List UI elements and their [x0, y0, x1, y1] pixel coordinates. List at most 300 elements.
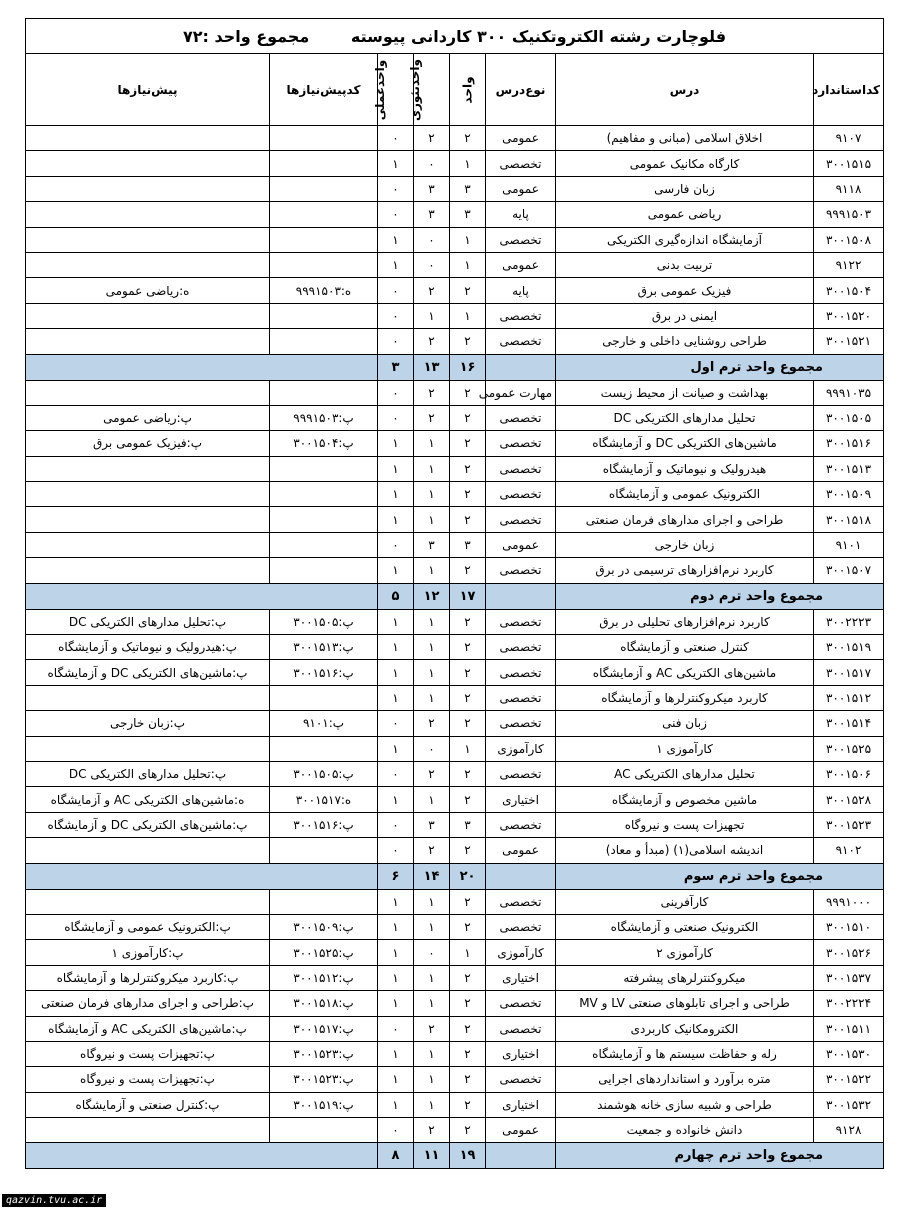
- term-summary-practical: ۸: [378, 1143, 414, 1169]
- code-cell: ۳۰۰۱۵۱۰: [814, 914, 884, 939]
- theory-cell: ۱: [414, 456, 450, 481]
- type-cell: تخصصی: [486, 482, 556, 507]
- practical-cell: ۰: [378, 761, 414, 786]
- units-cell: ۲: [450, 965, 486, 990]
- header-type: نوع‌درس: [486, 54, 556, 126]
- practical-cell: ۰: [378, 812, 414, 837]
- course-cell: زبان خارجی: [556, 532, 814, 557]
- prereq-cell: [26, 736, 270, 761]
- course-cell: تحلیل مدارهای الکتریکی DC: [556, 405, 814, 430]
- table-row: [26, 202, 884, 227]
- table-row: [26, 303, 884, 328]
- code-cell: ۹۱۰۲: [814, 838, 884, 863]
- prereq-cell: [26, 252, 270, 277]
- theory-cell: ۱: [414, 482, 450, 507]
- units-cell: ۲: [450, 329, 486, 354]
- units-cell: ۲: [450, 482, 486, 507]
- units-cell: ۳: [450, 176, 486, 201]
- term-summary-theory: ۱۳: [414, 354, 450, 380]
- prereq-cell: [26, 456, 270, 481]
- practical-cell: ۱: [378, 889, 414, 914]
- prereq-cell: پ:تحلیل مدارهای الکتریکی DC: [26, 609, 270, 634]
- prereq-code-cell: پ:۳۰۰۱۵۰۹: [270, 914, 378, 939]
- code-cell: ۹۹۹۱۰۳۵: [814, 380, 884, 405]
- term-summary-units: ۱۶: [450, 354, 486, 380]
- theory-cell: ۱: [414, 914, 450, 939]
- theory-cell: ۲: [414, 761, 450, 786]
- table-row: [26, 711, 884, 736]
- table-row: [26, 126, 884, 151]
- prereq-cell: پ:زبان خارجی: [26, 711, 270, 736]
- theory-cell: ۱: [414, 787, 450, 812]
- practical-cell: ۰: [378, 202, 414, 227]
- theory-cell: ۱: [414, 635, 450, 660]
- code-cell: ۳۰۰۱۵۲۸: [814, 787, 884, 812]
- prereq-cell: [26, 482, 270, 507]
- practical-cell: ۰: [378, 380, 414, 405]
- table-row: [26, 456, 884, 481]
- units-cell: ۱: [450, 303, 486, 328]
- theory-cell: ۱: [414, 660, 450, 685]
- prereq-cell: پ:الکترونیک عمومی و آزمایشگاه: [26, 914, 270, 939]
- course-cell: طراحی و اجرای تابلوهای صنعتی LV و MV: [556, 991, 814, 1016]
- practical-cell: ۱: [378, 558, 414, 583]
- practical-cell: ۱: [378, 1092, 414, 1117]
- code-cell: ۹۱۲۸: [814, 1118, 884, 1143]
- prereq-cell: [26, 380, 270, 405]
- type-cell: عمومی: [486, 1118, 556, 1143]
- type-cell: تخصصی: [486, 991, 556, 1016]
- table-row: [26, 889, 884, 914]
- prereq-cell: [26, 126, 270, 151]
- table-row: [26, 1016, 884, 1041]
- units-cell: ۲: [450, 711, 486, 736]
- practical-cell: ۱: [378, 991, 414, 1016]
- prereq-code-cell: پ:۳۰۰۱۵۲۵: [270, 940, 378, 965]
- course-cell: تربیت بدنی: [556, 252, 814, 277]
- table-row: [26, 151, 884, 176]
- theory-cell: ۱: [414, 1092, 450, 1117]
- type-cell: تخصصی: [486, 507, 556, 532]
- code-cell: ۳۰۰۱۵۰۶: [814, 761, 884, 786]
- flowchart-sheet: [25, 18, 883, 1169]
- summary-empty-cell: [26, 583, 378, 609]
- table-row: [26, 914, 884, 939]
- units-cell: ۲: [450, 1041, 486, 1066]
- prereq-cell: [26, 685, 270, 710]
- table-row: [26, 812, 884, 837]
- theory-cell: ۱: [414, 558, 450, 583]
- course-cell: الکترومکانیک کاربردی: [556, 1016, 814, 1041]
- course-cell: کاربرد میکروکنترلرها و آزمایشگاه: [556, 685, 814, 710]
- code-cell: ۳۰۰۱۵۱۲: [814, 685, 884, 710]
- type-cell: تخصصی: [486, 151, 556, 176]
- theory-cell: ۲: [414, 1118, 450, 1143]
- prereq-code-cell: [270, 482, 378, 507]
- type-cell: تخصصی: [486, 889, 556, 914]
- theory-cell: ۱: [414, 507, 450, 532]
- prereq-code-cell: [270, 176, 378, 201]
- practical-cell: ۰: [378, 126, 414, 151]
- summary-empty-cell: [486, 863, 556, 889]
- course-cell: اخلاق اسلامی (مبانی و مفاهیم): [556, 126, 814, 151]
- type-cell: عمومی: [486, 176, 556, 201]
- theory-cell: ۲: [414, 1016, 450, 1041]
- code-cell: ۳۰۰۱۵۱۴: [814, 711, 884, 736]
- table-row: [26, 991, 884, 1016]
- prereq-code-cell: پ:۳۰۰۱۵۲۳: [270, 1041, 378, 1066]
- prereq-code-cell: [270, 532, 378, 557]
- theory-cell: ۱: [414, 889, 450, 914]
- code-cell: ۳۰۰۱۵۲۳: [814, 812, 884, 837]
- type-cell: تخصصی: [486, 456, 556, 481]
- prereq-cell: پ:تحلیل مدارهای الکتریکی DC: [26, 761, 270, 786]
- practical-cell: ۱: [378, 685, 414, 710]
- course-cell: کارگاه مکانیک عمومی: [556, 151, 814, 176]
- type-cell: کارآموزی: [486, 736, 556, 761]
- units-cell: ۲: [450, 278, 486, 303]
- prereq-cell: [26, 838, 270, 863]
- theory-cell: ۰: [414, 151, 450, 176]
- units-cell: ۱: [450, 151, 486, 176]
- type-cell: تخصصی: [486, 329, 556, 354]
- theory-cell: ۲: [414, 405, 450, 430]
- table-row: [26, 252, 884, 277]
- course-cell: کاربرد نرم‌افزارهای تحلیلی در برق: [556, 609, 814, 634]
- table-row: [26, 431, 884, 456]
- header-theory-label: واحدتئوری: [408, 58, 422, 121]
- theory-cell: ۲: [414, 126, 450, 151]
- units-cell: ۲: [450, 609, 486, 634]
- units-cell: ۳: [450, 532, 486, 557]
- practical-cell: ۰: [378, 176, 414, 201]
- units-cell: ۱: [450, 736, 486, 761]
- term-summary-label: مجموع واحد ترم چهارم: [556, 1143, 884, 1169]
- type-cell: مهارت عمومی: [486, 380, 556, 405]
- term-summary-label: مجموع واحد ترم سوم: [556, 863, 884, 889]
- prereq-code-cell: [270, 685, 378, 710]
- course-cell: آزمایشگاه اندازه‌گیری الکتریکی: [556, 227, 814, 252]
- table-row: [26, 736, 884, 761]
- course-cell: تجهیزات پست و نیروگاه: [556, 812, 814, 837]
- units-cell: ۲: [450, 456, 486, 481]
- type-cell: تخصصی: [486, 227, 556, 252]
- practical-cell: ۱: [378, 914, 414, 939]
- prereq-code-cell: پ:۹۹۹۱۵۰۳: [270, 405, 378, 430]
- prereq-code-cell: پ:۳۰۰۱۵۰۴: [270, 431, 378, 456]
- type-cell: تخصصی: [486, 431, 556, 456]
- practical-cell: ۱: [378, 507, 414, 532]
- prereq-cell: [26, 507, 270, 532]
- type-cell: عمومی: [486, 838, 556, 863]
- course-cell: ماشین‌های الکتریکی DC و آزمایشگاه: [556, 431, 814, 456]
- practical-cell: ۰: [378, 1016, 414, 1041]
- prereq-code-cell: ه:۹۹۹۱۵۰۳: [270, 278, 378, 303]
- table-row: [26, 482, 884, 507]
- units-cell: ۲: [450, 558, 486, 583]
- units-cell: ۲: [450, 405, 486, 430]
- type-cell: کارآموزی: [486, 940, 556, 965]
- type-cell: پایه: [486, 202, 556, 227]
- total-units: مجموع واحد :۷۲: [182, 26, 310, 46]
- code-cell: ۹۹۹۱۰۰۰: [814, 889, 884, 914]
- code-cell: ۳۰۰۲۲۲۴: [814, 991, 884, 1016]
- practical-cell: ۱: [378, 227, 414, 252]
- type-cell: تخصصی: [486, 914, 556, 939]
- course-cell: ایمنی در برق: [556, 303, 814, 328]
- prereq-code-cell: [270, 889, 378, 914]
- type-cell: تخصصی: [486, 405, 556, 430]
- theory-cell: ۲: [414, 329, 450, 354]
- prereq-code-cell: [270, 227, 378, 252]
- term-summary-units: ۱۷: [450, 583, 486, 609]
- units-cell: ۱: [450, 227, 486, 252]
- table-row: [26, 940, 884, 965]
- type-cell: اختیاری: [486, 787, 556, 812]
- code-cell: ۳۰۰۱۵۳۲: [814, 1092, 884, 1117]
- prereq-cell: پ:ریاضی عمومی: [26, 405, 270, 430]
- units-cell: ۲: [450, 685, 486, 710]
- theory-cell: ۲: [414, 278, 450, 303]
- table-row: [26, 176, 884, 201]
- course-cell: بهداشت و صیانت از محیط زیست: [556, 380, 814, 405]
- type-cell: تخصصی: [486, 1016, 556, 1041]
- code-cell: ۳۰۰۱۵۳۰: [814, 1041, 884, 1066]
- practical-cell: ۰: [378, 532, 414, 557]
- table-row: [26, 532, 884, 557]
- table-row: [26, 405, 884, 430]
- course-cell: طراحی روشنایی داخلی و خارجی: [556, 329, 814, 354]
- prereq-code-cell: [270, 1118, 378, 1143]
- prereq-code-cell: پ:۹۱۰۱: [270, 711, 378, 736]
- header-row: [26, 54, 884, 126]
- practical-cell: ۱: [378, 252, 414, 277]
- theory-cell: ۱: [414, 303, 450, 328]
- term-summary-theory: ۱۴: [414, 863, 450, 889]
- practical-cell: ۰: [378, 711, 414, 736]
- theory-cell: ۱: [414, 685, 450, 710]
- header-practical-label: واحدعملی: [372, 59, 387, 120]
- units-cell: ۲: [450, 761, 486, 786]
- course-cell: دانش خانواده و جمعیت: [556, 1118, 814, 1143]
- practical-cell: ۱: [378, 940, 414, 965]
- theory-cell: ۳: [414, 176, 450, 201]
- prereq-cell: [26, 889, 270, 914]
- table-row: [26, 685, 884, 710]
- term-summary-row: [26, 354, 884, 380]
- type-cell: اختیاری: [486, 1092, 556, 1117]
- code-cell: ۹۹۹۱۵۰۳: [814, 202, 884, 227]
- code-cell: ۳۰۰۱۵۱۷: [814, 660, 884, 685]
- practical-cell: ۰: [378, 838, 414, 863]
- units-cell: ۲: [450, 431, 486, 456]
- practical-cell: ۱: [378, 787, 414, 812]
- theory-cell: ۰: [414, 940, 450, 965]
- prereq-code-cell: پ:۳۰۰۱۵۰۵: [270, 761, 378, 786]
- table-row: [26, 787, 884, 812]
- table-row: [26, 558, 884, 583]
- code-cell: ۳۰۰۱۵۰۹: [814, 482, 884, 507]
- header-prereq: پیش‌نیازها: [26, 54, 270, 126]
- practical-cell: ۱: [378, 736, 414, 761]
- code-cell: ۹۱۲۲: [814, 252, 884, 277]
- table-row: [26, 761, 884, 786]
- units-cell: ۲: [450, 507, 486, 532]
- units-cell: ۱: [450, 940, 486, 965]
- prereq-code-cell: [270, 456, 378, 481]
- course-cell: زبان فارسی: [556, 176, 814, 201]
- practical-cell: ۱: [378, 482, 414, 507]
- type-cell: پایه: [486, 278, 556, 303]
- code-cell: ۹۱۰۷: [814, 126, 884, 151]
- prereq-cell: پ:ماشین‌های الکتریکی DC و آزمایشگاه: [26, 812, 270, 837]
- table-row: [26, 635, 884, 660]
- practical-cell: ۰: [378, 278, 414, 303]
- table-row: [26, 227, 884, 252]
- practical-cell: ۰: [378, 1118, 414, 1143]
- table-row: [26, 380, 884, 405]
- prereq-cell: ه:ریاضی عمومی: [26, 278, 270, 303]
- code-cell: ۳۰۰۱۵۲۲: [814, 1067, 884, 1092]
- prereq-cell: پ:کاربرد میکروکنترلرها و آزمایشگاه: [26, 965, 270, 990]
- prereq-cell: پ:طراحی و اجرای مدارهای فرمان صنعتی: [26, 991, 270, 1016]
- table-title: [26, 19, 884, 54]
- type-cell: تخصصی: [486, 685, 556, 710]
- theory-cell: ۱: [414, 965, 450, 990]
- prereq-code-cell: [270, 126, 378, 151]
- theory-cell: ۳: [414, 812, 450, 837]
- code-cell: ۳۰۰۱۵۰۸: [814, 227, 884, 252]
- prereq-code-cell: پ:۳۰۰۱۵۱۶: [270, 812, 378, 837]
- type-cell: تخصصی: [486, 609, 556, 634]
- units-cell: ۲: [450, 1067, 486, 1092]
- prereq-code-cell: پ:۳۰۰۱۵۱۶: [270, 660, 378, 685]
- units-cell: ۲: [450, 991, 486, 1016]
- theory-cell: ۱: [414, 991, 450, 1016]
- code-cell: ۳۰۰۱۵۱۱: [814, 1016, 884, 1041]
- summary-empty-cell: [26, 1143, 378, 1169]
- units-cell: ۲: [450, 380, 486, 405]
- course-cell: الکترونیک صنعتی و آزمایشگاه: [556, 914, 814, 939]
- theory-cell: ۳: [414, 202, 450, 227]
- practical-cell: ۱: [378, 1067, 414, 1092]
- code-cell: ۹۱۱۸: [814, 176, 884, 201]
- type-cell: تخصصی: [486, 1067, 556, 1092]
- summary-empty-cell: [486, 1143, 556, 1169]
- header-theory: [408, 54, 450, 126]
- term-summary-row: [26, 1143, 884, 1169]
- units-cell: ۱: [450, 252, 486, 277]
- code-cell: ۳۰۰۱۵۱۹: [814, 635, 884, 660]
- prereq-code-cell: [270, 151, 378, 176]
- prereq-code-cell: [270, 736, 378, 761]
- practical-cell: ۱: [378, 609, 414, 634]
- code-cell: ۳۰۰۱۵۰۷: [814, 558, 884, 583]
- table-row: [26, 1092, 884, 1117]
- prereq-code-cell: پ:۳۰۰۱۵۱۲: [270, 965, 378, 990]
- term-summary-theory: ۱۲: [414, 583, 450, 609]
- prereq-code-cell: پ:۳۰۰۱۵۱۷: [270, 1016, 378, 1041]
- table-row: [26, 278, 884, 303]
- practical-cell: ۱: [378, 965, 414, 990]
- code-cell: ۳۰۰۱۵۱۵: [814, 151, 884, 176]
- header-prereq-code: کدپیش‌نیازها: [270, 54, 378, 126]
- practical-cell: ۰: [378, 405, 414, 430]
- theory-cell: ۰: [414, 736, 450, 761]
- code-cell: ۹۱۰۱: [814, 532, 884, 557]
- theory-cell: ۰: [414, 252, 450, 277]
- theory-cell: ۲: [414, 838, 450, 863]
- course-cell: کارآفرینی: [556, 889, 814, 914]
- code-cell: ۳۰۰۱۵۲۱: [814, 329, 884, 354]
- theory-cell: ۱: [414, 1041, 450, 1066]
- code-cell: ۳۰۰۱۵۱۳: [814, 456, 884, 481]
- table-row: [26, 965, 884, 990]
- theory-cell: ۱: [414, 1067, 450, 1092]
- course-cell: ماشین‌های الکتریکی AC و آزمایشگاه: [556, 660, 814, 685]
- units-cell: ۲: [450, 838, 486, 863]
- code-cell: ۳۰۰۱۵۲۶: [814, 940, 884, 965]
- course-cell: اندیشه اسلامی(۱) (مبدأ و معاد): [556, 838, 814, 863]
- prereq-code-cell: [270, 558, 378, 583]
- units-cell: ۲: [450, 1016, 486, 1041]
- course-cell: الکترونیک عمومی و آزمایشگاه: [556, 482, 814, 507]
- course-cell: کارآموزی ۱: [556, 736, 814, 761]
- units-cell: ۲: [450, 1118, 486, 1143]
- table-row: [26, 838, 884, 863]
- term-summary-practical: ۳: [378, 354, 414, 380]
- course-cell: فیزیک عمومی برق: [556, 278, 814, 303]
- type-cell: اختیاری: [486, 1041, 556, 1066]
- code-cell: ۳۰۰۱۵۰۴: [814, 278, 884, 303]
- code-cell: ۳۰۰۱۵۳۷: [814, 965, 884, 990]
- practical-cell: ۱: [378, 431, 414, 456]
- table-row: [26, 609, 884, 634]
- prereq-cell: پ:هیدرولیک و نیوماتیک و آزمایشگاه: [26, 635, 270, 660]
- table-row: [26, 1041, 884, 1066]
- term-summary-theory: ۱۱: [414, 1143, 450, 1169]
- code-cell: ۳۰۰۱۵۲۰: [814, 303, 884, 328]
- site-credit: qazvin.tvu.ac.ir: [2, 1194, 106, 1207]
- prereq-cell: پ:ماشین‌های الکتریکی AC و آزمایشگاه: [26, 1016, 270, 1041]
- course-cell: ماشین مخصوص و آزمایشگاه: [556, 787, 814, 812]
- term-summary-units: ۱۹: [450, 1143, 486, 1169]
- table-row: [26, 507, 884, 532]
- type-cell: عمومی: [486, 532, 556, 557]
- type-cell: اختیاری: [486, 965, 556, 990]
- prereq-cell: [26, 176, 270, 201]
- prereq-cell: پ:فیزیک عمومی برق: [26, 431, 270, 456]
- code-cell: ۳۰۰۲۲۲۳: [814, 609, 884, 634]
- curriculum-table: [25, 18, 884, 1169]
- prereq-code-cell: [270, 252, 378, 277]
- units-cell: ۲: [450, 660, 486, 685]
- term-summary-label: مجموع واحد ترم اول: [556, 354, 884, 380]
- summary-empty-cell: [486, 354, 556, 380]
- practical-cell: ۱: [378, 456, 414, 481]
- prereq-code-cell: پ:۳۰۰۱۵۱۳: [270, 635, 378, 660]
- units-cell: ۲: [450, 635, 486, 660]
- units-cell: ۲: [450, 889, 486, 914]
- header-units: [450, 54, 486, 126]
- units-cell: ۲: [450, 1092, 486, 1117]
- theory-cell: ۳: [414, 532, 450, 557]
- prereq-cell: پ:تجهیزات پست و نیروگاه: [26, 1067, 270, 1092]
- prereq-cell: [26, 532, 270, 557]
- practical-cell: ۱: [378, 660, 414, 685]
- summary-empty-cell: [26, 863, 378, 889]
- prereq-code-cell: پ:۳۰۰۱۵۲۳: [270, 1067, 378, 1092]
